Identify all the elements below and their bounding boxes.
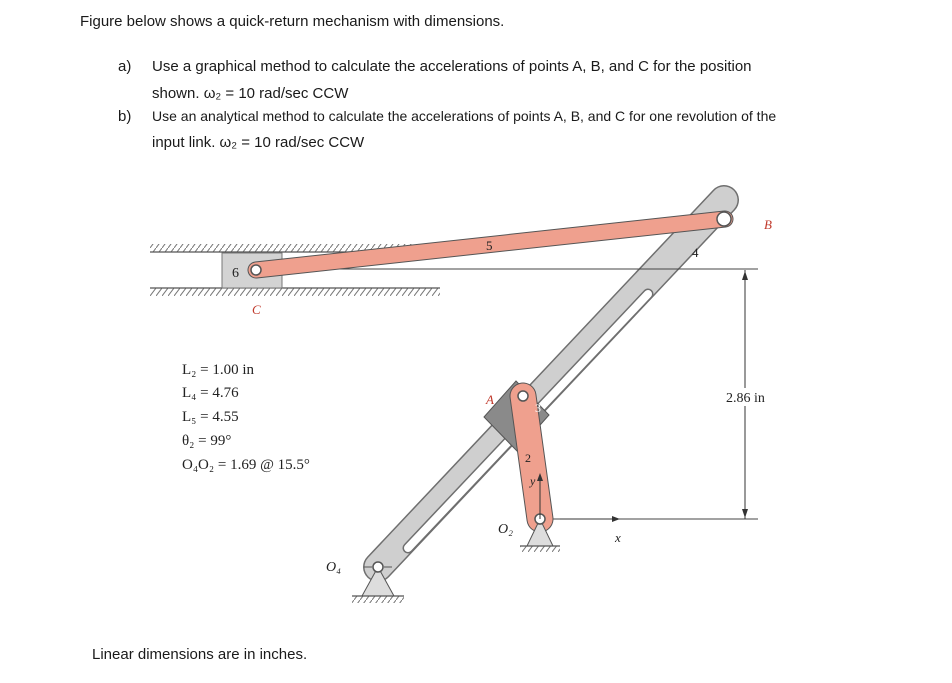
label-link-4: 4 [692, 245, 699, 260]
label-o2: O₂ [498, 522, 513, 537]
label-axis-y: y [530, 474, 536, 488]
label-a: A [486, 392, 494, 407]
label-link-6: 6 [232, 266, 239, 281]
part-b-letter: b) [118, 108, 132, 125]
dimension-l2: L₂ = 1.00 in [182, 362, 255, 378]
dimension-theta2: θ₂ = 99° [182, 433, 232, 449]
dimension-l4: L₄ = 4.76 [182, 385, 239, 401]
label-link-2: 2 [525, 451, 531, 465]
part-a-line1: Use a graphical method to calculate the accelerations of points A, B, and C for the position [152, 58, 752, 75]
label-o4: O₄ [326, 560, 341, 575]
label-b: B [764, 217, 772, 232]
part-b-line2: input link. ω₂ = 10 rad/sec CCW [152, 134, 365, 151]
problem-intro: Figure below shows a quick-return mechanism with dimensions. [80, 13, 505, 30]
label-axis-x: x [615, 530, 621, 545]
height-dimension-label: 2.86 in [726, 391, 765, 406]
part-a-line2: shown. ω₂ = 10 rad/sec CCW [152, 85, 349, 102]
label-link-5: 5 [486, 238, 493, 253]
dimension-o4o2: O₄O₂ = 1.69 @ 15.5° [182, 457, 310, 473]
label-c: C [252, 302, 261, 317]
label-link-3: 3 [535, 401, 541, 415]
part-a-letter: a) [118, 58, 132, 75]
lower-ground-rail [150, 288, 440, 296]
part-b-line1: Use an analytical method to calculate the accelerations of points A, B, and C for one revolution of the [152, 108, 777, 124]
joint-a [518, 391, 528, 401]
dimension-l5: L₅ = 4.55 [182, 409, 239, 425]
joint-b [717, 212, 731, 226]
joint-c [251, 265, 261, 275]
footer-note: Linear dimensions are in inches. [92, 646, 308, 663]
pivot-o2 [520, 514, 560, 552]
